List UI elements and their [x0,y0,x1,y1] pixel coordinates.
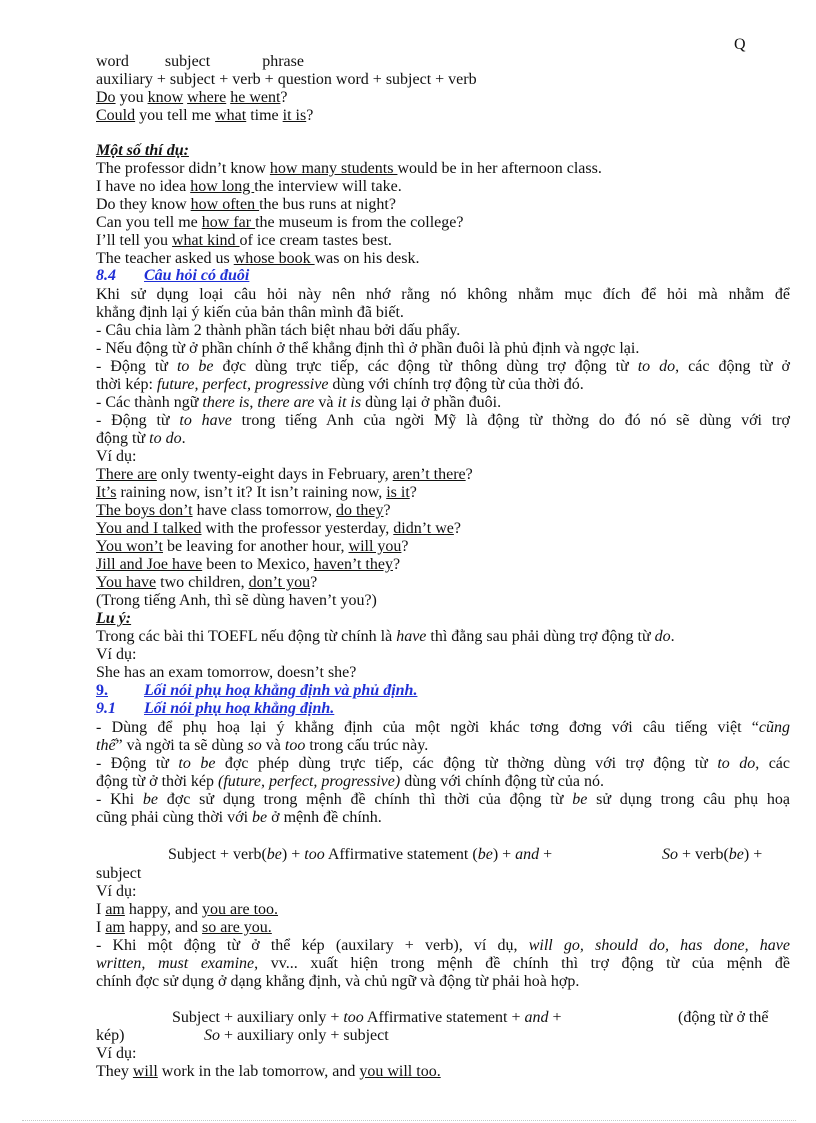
bullet-line: - Nếu động từ ở phần chính ở thể khẳng định thì ở phần đuôi là phủ định và ngợc lại. [96,340,640,357]
text-span: ) + [281,846,305,863]
text-span: raining now, isn’t it? It isn’t raining now, [116,484,387,501]
text-span: ) + [743,846,763,863]
text-span: the interview will take. [254,178,402,195]
text-span: the bus runs at night? [259,196,396,213]
text-span: you [115,89,148,106]
section-title: Câu hỏi có đuôi [144,267,250,284]
text-span: thế [96,737,116,754]
text-span: dùng lại ở phần đuôi. [361,394,502,411]
example-sentence [96,502,790,520]
text-span: be [477,846,493,863]
text-span: there is [202,394,250,411]
text-span: , các [755,755,791,772]
text-span: sử dụng trong câu phụ hoạ [587,791,790,808]
text-span: động từ [96,430,150,447]
text-span: have [396,628,427,645]
text-span: You have [96,574,157,591]
text-span: work in the lab tomorrow, and [157,1063,360,1080]
text-span: written, must examine [96,955,255,972]
formula-continuation: kép) [96,1027,125,1044]
text-span: động từ ở thời kép [96,773,219,790]
text-span: Do [96,89,116,106]
paragraph-line: chính đợc sử dụng ở dạng khẳng định, và chủ ngữ và động từ phải hoà hợp. [96,973,580,990]
text-span: You and I talked [96,520,202,537]
text-span: to be [178,755,216,772]
text-span: You won’t [96,538,163,555]
text-span: aren’t there [392,466,466,483]
paragraph-line: Khi sử dụng loại câu hỏi này nên nhớ rằng nó không nhằm mục đích để hỏi mà nhằm để [96,286,790,303]
text-span: - Khi [96,791,143,808]
text-span: đợc phép dùng trực tiếp, các động từ thờng dùng với trợ động từ [215,755,718,772]
paragraph-line [96,955,790,973]
text-span: didn’t we [393,520,454,537]
text-span: so [247,737,262,754]
text-span: ? [306,107,314,124]
example-sentence [96,1063,790,1081]
text-span: + verb( [678,846,729,863]
label-word: word [96,53,129,70]
text-span: will [132,1063,158,1080]
text-span: will go, should do, has done, have [528,937,791,954]
formula-right [662,846,762,864]
text-span: how long [190,178,255,195]
text-span: time [246,107,283,124]
example-sentence [96,919,790,937]
text-span: where [187,89,227,106]
text-span: you will too. [359,1063,441,1080]
text-span: do they [335,502,384,519]
bullet-line [96,430,790,448]
text-span: I [96,919,106,936]
paragraph-line [96,937,790,955]
text-span: So [662,846,678,863]
text-span: Affirmative statement ( [324,846,478,863]
text-span: what [215,107,247,124]
example-sentence [96,214,790,232]
text-span: be [572,791,588,808]
formula-left [168,846,552,864]
example-sentence [96,250,790,268]
example-sentence [96,178,790,196]
text-span: Can you tell me [96,214,202,231]
paren-note: (Trong tiếng Anh, thì sẽ dùng haven’t you?) [96,592,377,609]
paragraph-line [96,719,790,737]
text-span: (future, perfect, progressive) [218,773,401,790]
paragraph-line: khẳng định lại ý kiến của bản thân mình đã biết. [96,304,404,321]
text-span: how far [201,214,256,231]
text-span: The teacher asked us [96,250,234,267]
label-subject: subject [164,53,211,70]
text-span: only twenty-eight days in February, [156,466,393,483]
text-span: cũng [758,719,790,736]
text-span: have class tomorrow, [192,502,336,519]
text-span: dùng với chính trợ động từ của thời đó. [328,376,584,393]
text-span: đợc dùng trực tiếp, các động từ thông dùng trợ động từ [213,358,638,375]
bullet-line [96,412,790,430]
text-span: Một số thí dụ: [96,142,189,159]
example-sentence [96,901,790,919]
text-span: thì đằng sau phải dùng trợ động từ [426,628,655,645]
example-sentence [96,160,790,178]
text-span: , [249,394,258,411]
text-span: to do [149,430,182,447]
text-span: ? [401,538,409,555]
question-formula: auxiliary + subject + verb + question word + subject + verb [96,71,477,88]
text-span: happy, and [124,919,203,936]
note-heading [96,610,790,628]
section-title: Lối nói phụ hoạ khẳng định và phủ định. [144,682,418,699]
text-span: been to Mexico, [202,556,314,573]
text-span: dùng với chính động từ của nó. [400,773,604,790]
text-span: Subject + verb( [168,846,267,863]
text-span: ? [280,89,288,106]
text-span: They [96,1063,133,1080]
corner-letter: Q [734,36,746,53]
text-span: too [284,737,306,754]
bullet-line: - Câu chia làm 2 thành phần tách biệt nhau bởi dấu phẩy. [96,322,461,339]
text-span: ? [465,466,473,483]
text-span: - Khi một động từ ở thể kép (auxilary + verb), ví dụ, [96,937,529,954]
text-span: It’s [96,484,117,501]
text-span: it is [337,394,362,411]
text-span: There are [96,466,157,483]
text-span: is it [386,484,410,501]
text-span: trong tiếng Anh của ngời Mỹ là động từ thờng do đó nó sẽ dùng với trợ [231,412,791,429]
text-span: . [181,430,186,447]
text-span: . [670,628,675,645]
text-span: thời kép: [96,376,157,393]
text-span: - Động từ [96,412,180,429]
text-span: and [515,846,540,863]
page-bottom-rule [22,1120,796,1121]
text-span: + [548,1009,562,1026]
text-span: ” và ngời ta sẽ dùng [115,737,248,754]
text-span: ở mệnh đề chính. [267,809,382,826]
example-label: Ví dụ: [96,448,137,465]
text-span: - Động từ [96,755,179,772]
paragraph-line [96,791,790,809]
text-span: be [728,846,744,863]
text-span: ? [310,574,318,591]
paragraph-line [96,755,790,773]
text-span: to do [637,358,676,375]
text-span: two children, [156,574,249,591]
text-span: he went [230,89,281,106]
text-span: you are too. [202,901,279,918]
text-span: và [261,737,285,754]
text-span: the museum is from the college? [255,214,464,231]
example-label: Ví dụ: [96,646,137,663]
text-span: The professor didn’t know [96,160,270,177]
text-span: ? [409,484,417,501]
text-span: too [343,1009,364,1026]
example-sentence [96,196,790,214]
example-sentence: She has an exam tomorrow, doesn’t she? [96,664,357,681]
text-span: do [654,628,671,645]
text-span: và [314,394,338,411]
text-span: I’ll tell you [96,232,172,249]
text-span: - Động từ [96,358,177,375]
example-sentence [96,574,790,592]
text-span: don’t you [248,574,311,591]
text-span: Trong các bài thi TOEFL nếu động từ chính là [96,628,397,645]
text-span: was on his desk. [314,250,420,267]
text-span: to be [176,358,214,375]
text-span: Affirmative statement + [363,1009,525,1026]
text-span: + [539,846,553,863]
example-sentence [96,107,790,125]
text-span: haven’t they [313,556,393,573]
text-span: whose book [233,250,315,267]
text-span: I have no idea [96,178,191,195]
text-span: - Các thành ngữ [96,394,203,411]
text-span: cũng phải cùng thời với [96,809,253,826]
text-span: I [96,901,106,918]
example-sentence [96,89,790,107]
text-span: so are you. [202,919,272,936]
text-span: it is [282,107,307,124]
text-span: + auxiliary only + subject [220,1027,389,1044]
text-span: Do they know [96,196,191,213]
text-span: to do [717,755,756,772]
section-title: Lối nói phụ hoạ khẳng định. [144,700,335,717]
text-span: Could [96,107,136,124]
example-sentence [96,556,790,574]
formula-continuation [204,1027,389,1045]
bullet-line [96,358,790,376]
text-span: happy, and [124,901,203,918]
example-label: Ví dụ: [96,1045,137,1062]
text-span: trong cấu trúc này. [305,737,429,754]
text-span: đợc sử dụng trong mệnh đề chính thì thời của động từ [158,791,573,808]
text-span: , vv... xuất hiện trong mệnh đề chính thì trợ động từ của mệnh đề [254,955,790,972]
text-span: The boys don’t [96,502,193,519]
bullet-line [96,394,790,412]
grammar-labels [96,53,790,71]
paragraph-line [96,773,790,791]
text-span: would be in her afternoon class. [397,160,602,177]
formula-continuation: subject [96,865,142,882]
text-span: you tell me [135,107,216,124]
paragraph-line [96,809,790,827]
example-sentence [96,466,790,484]
text-span: too [304,846,325,863]
example-sentence [96,232,790,250]
bullet-line [96,376,790,394]
section-number: 8.4 [96,267,116,284]
text-span: be [142,791,159,808]
examples-heading [96,142,790,160]
text-span: to have [179,412,232,429]
text-span: am [105,919,125,936]
text-span: be [266,846,282,863]
text-span: be leaving for another hour, [163,538,349,555]
text-span: and [524,1009,549,1026]
example-label: Ví dụ: [96,883,137,900]
text-span: Lu ý: [96,610,132,627]
text-span: what kind [171,232,240,249]
example-sentence [96,484,790,502]
text-span: Subject + auxiliary only + [172,1009,344,1026]
section-number: 9. [96,682,108,699]
text-span: how often [190,196,260,213]
text-span: future, perfect, progressive [156,376,329,393]
text-span: with the professor yesterday, [201,520,394,537]
paragraph-line [96,737,790,755]
text-span: know [147,89,184,106]
label-phrase: phrase [262,53,304,70]
text-span: Jill and Joe have [96,556,203,573]
section-number: 9.1 [96,700,116,717]
text-span: of ice cream tastes best. [239,232,392,249]
text-span: ? [383,502,391,519]
text-span: be [252,809,268,826]
text-span: am [105,901,125,918]
text-span: ? [453,520,461,537]
text-span: will you [348,538,402,555]
text-span: how many students [269,160,398,177]
text-span: ) + [492,846,516,863]
formula-left [172,1009,562,1027]
example-sentence [96,538,790,556]
text-span: So [204,1027,220,1044]
formula-note: (động từ ở thể [678,1009,769,1026]
note-text [96,628,790,646]
text-span: ? [392,556,401,573]
text-span: - Dùng để phụ hoạ lại ý khẳng định của một ngời khác tơng đơng với câu tiếng việt “ [96,719,759,736]
text-span: , các động từ ở [675,358,791,375]
example-sentence [96,520,790,538]
text-span: there are [257,394,315,411]
